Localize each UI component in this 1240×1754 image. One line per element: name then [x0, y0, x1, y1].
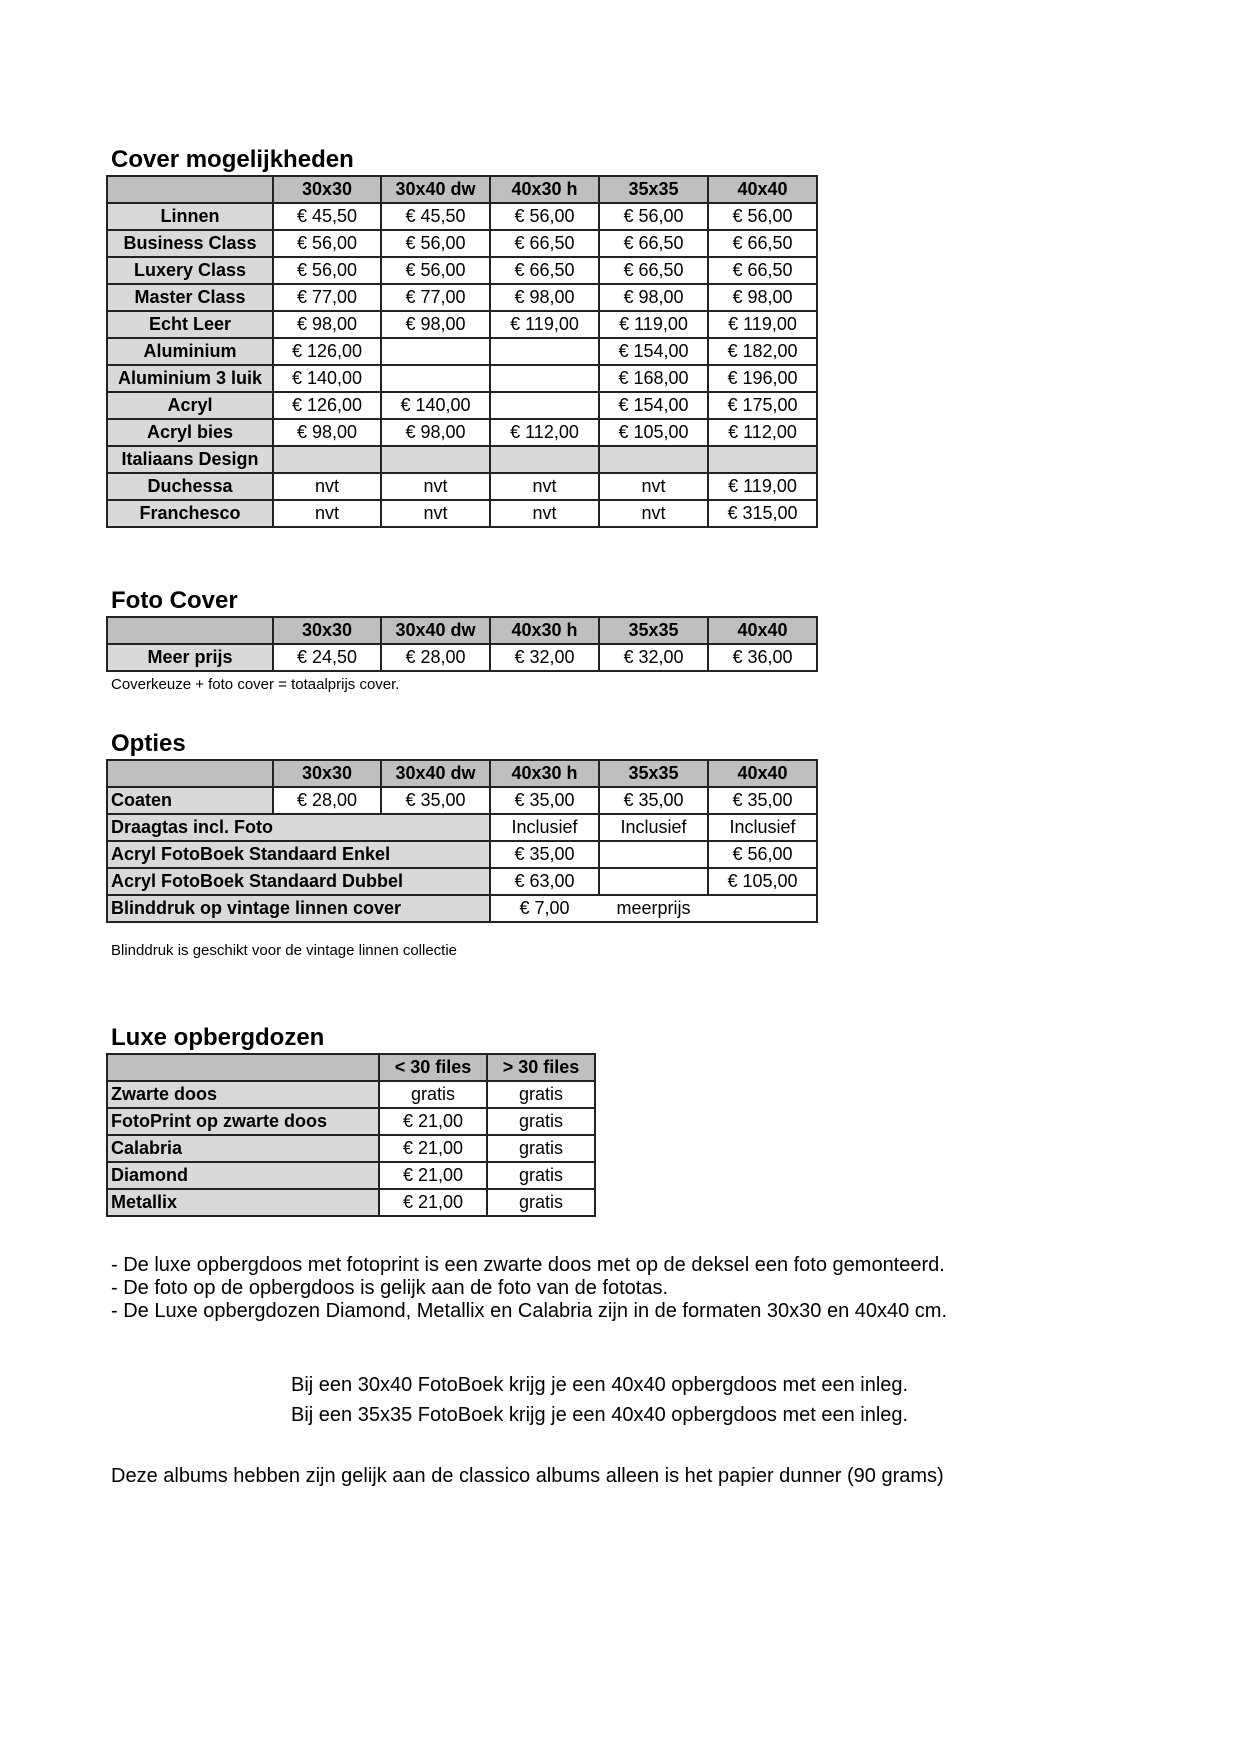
- row-label: Master Class: [107, 284, 273, 311]
- price-cell: nvt: [381, 473, 490, 500]
- table-row: [107, 1189, 595, 1216]
- price-cell: € 126,00: [273, 392, 381, 419]
- price-cell: € 56,00: [381, 257, 490, 284]
- foto-size-header: 40x40: [708, 617, 817, 644]
- price-cell: nvt: [599, 500, 708, 527]
- empty-cell: [381, 365, 490, 392]
- empty-cell: [490, 446, 599, 473]
- row-label: Coaten: [107, 787, 273, 814]
- price-cell: € 112,00: [708, 419, 817, 446]
- price-cell: € 98,00: [490, 284, 599, 311]
- cover-header-row: [107, 176, 817, 203]
- price-cell: gratis: [379, 1081, 487, 1108]
- price-cell: nvt: [273, 473, 381, 500]
- price-cell: € 119,00: [708, 311, 817, 338]
- row-label: Calabria: [107, 1135, 379, 1162]
- table-row: [107, 230, 817, 257]
- price-cell: nvt: [490, 473, 599, 500]
- cover-size-header: 40x40: [708, 176, 817, 203]
- row-label: Franchesco: [107, 500, 273, 527]
- empty-cell: [599, 868, 708, 895]
- price-cell: € 168,00: [599, 365, 708, 392]
- price-cell: € 98,00: [273, 311, 381, 338]
- foto-section-title: Foto Cover: [111, 587, 238, 614]
- table-row: [107, 1108, 595, 1135]
- opties-size-header: 30x30: [273, 760, 381, 787]
- table-row: [107, 419, 817, 446]
- price-cell: € 112,00: [490, 419, 599, 446]
- row-label: Diamond: [107, 1162, 379, 1189]
- price-cell: € 28,00: [381, 644, 490, 671]
- row-label: Metallix: [107, 1189, 379, 1216]
- price-cell: € 140,00: [381, 392, 490, 419]
- table-row: [107, 284, 817, 311]
- price-cell: € 56,00: [273, 257, 381, 284]
- price-cell: € 98,00: [273, 419, 381, 446]
- row-label: Blinddruk op vintage linnen cover: [107, 895, 490, 922]
- price-cell: € 21,00: [379, 1162, 487, 1189]
- price-cell: € 56,00: [599, 203, 708, 230]
- table-row: [107, 787, 817, 814]
- row-label: Duchessa: [107, 473, 273, 500]
- table-row: [107, 1135, 595, 1162]
- price-cell: € 36,00: [708, 644, 817, 671]
- price-cell: € 35,00: [490, 787, 599, 814]
- price-cell: € 77,00: [381, 284, 490, 311]
- row-label: Luxery Class: [107, 257, 273, 284]
- opties-size-header: 40x30 h: [490, 760, 599, 787]
- table-row: [107, 473, 817, 500]
- luxe-opbergdozen-table: [106, 1053, 596, 1217]
- price-cell: € 28,00: [273, 787, 381, 814]
- row-label: Acryl bies: [107, 419, 273, 446]
- price-cell: € 56,00: [381, 230, 490, 257]
- empty-cell: [381, 338, 490, 365]
- empty-cell: [599, 841, 708, 868]
- row-label: Zwarte doos: [107, 1081, 379, 1108]
- row-label: Acryl FotoBoek Standaard Dubbel: [107, 868, 490, 895]
- price-cell: € 45,50: [381, 203, 490, 230]
- closing-line: Deze albums hebben zijn gelijk aan de classico albums alleen is het papier dunner (90 grams): [111, 1465, 944, 1487]
- table-row: [107, 868, 817, 895]
- price-cell: € 66,50: [708, 257, 817, 284]
- empty-cell: [273, 446, 381, 473]
- empty-cell: [708, 895, 817, 922]
- price-cell: nvt: [490, 500, 599, 527]
- blinddruk-note: Blinddruk is geschikt voor de vintage linnen collectie: [111, 942, 458, 959]
- price-cell: € 7,00: [490, 895, 599, 922]
- row-label: Echt Leer: [107, 311, 273, 338]
- price-cell: € 56,00: [708, 203, 817, 230]
- price-cell: € 119,00: [490, 311, 599, 338]
- empty-cell: [490, 365, 599, 392]
- table-row: [107, 1162, 595, 1189]
- empty-cell: [708, 446, 817, 473]
- price-cell: € 126,00: [273, 338, 381, 365]
- price-cell: gratis: [487, 1108, 595, 1135]
- opties-size-header: 35x35: [599, 760, 708, 787]
- price-cell: € 196,00: [708, 365, 817, 392]
- info-line: - De luxe opbergdoos met fotoprint is een zwarte doos met op de deksel een foto gemonteerd.: [111, 1254, 945, 1276]
- price-cell: € 35,00: [708, 787, 817, 814]
- cover-size-header: 40x30 h: [490, 176, 599, 203]
- price-cell: Inclusief: [708, 814, 817, 841]
- empty-cell: [490, 392, 599, 419]
- row-label: Linnen: [107, 203, 273, 230]
- table-row: [107, 814, 817, 841]
- price-cell: € 154,00: [599, 392, 708, 419]
- price-cell: nvt: [273, 500, 381, 527]
- price-cell: € 119,00: [708, 473, 817, 500]
- table-row: [107, 338, 817, 365]
- opties-size-header: 40x40: [708, 760, 817, 787]
- table-row: [107, 644, 817, 671]
- foto-size-header: 30x40 dw: [381, 617, 490, 644]
- price-cell: € 154,00: [599, 338, 708, 365]
- empty-cell: [599, 446, 708, 473]
- price-cell: € 66,50: [599, 230, 708, 257]
- price-cell: € 24,50: [273, 644, 381, 671]
- row-label: Aluminium 3 luik: [107, 365, 273, 392]
- cover-size-header: 30x30: [273, 176, 381, 203]
- opties-table: [106, 759, 818, 923]
- table-row: [107, 1081, 595, 1108]
- luxe-header-corner: [107, 1054, 379, 1081]
- price-cell: € 77,00: [273, 284, 381, 311]
- empty-cell: [490, 338, 599, 365]
- row-label: Acryl FotoBoek Standaard Enkel: [107, 841, 490, 868]
- price-cell: gratis: [487, 1162, 595, 1189]
- row-label: Acryl: [107, 392, 273, 419]
- empty-cell: [381, 446, 490, 473]
- luxe-header-row: [107, 1054, 595, 1081]
- inleg-line: Bij een 30x40 FotoBoek krijg je een 40x40 opbergdoos met een inleg.: [291, 1374, 909, 1396]
- table-row: [107, 500, 817, 527]
- opties-header-row: [107, 760, 817, 787]
- opties-size-header: 30x40 dw: [381, 760, 490, 787]
- cover-section-title: Cover mogelijkheden: [111, 146, 354, 173]
- row-label: Aluminium: [107, 338, 273, 365]
- foto-size-header: 30x30: [273, 617, 381, 644]
- price-cell: € 35,00: [599, 787, 708, 814]
- price-cell: gratis: [487, 1189, 595, 1216]
- price-cell: € 98,00: [381, 419, 490, 446]
- table-row: [107, 895, 817, 922]
- opties-header-corner: [107, 760, 273, 787]
- opties-section-title: Opties: [111, 730, 186, 757]
- cover-price-table: [106, 175, 818, 528]
- price-cell: Inclusief: [599, 814, 708, 841]
- foto-size-header: 35x35: [599, 617, 708, 644]
- foto-cover-note: Coverkeuze + foto cover = totaalprijs cover.: [111, 676, 400, 693]
- foto-header-row: [107, 617, 817, 644]
- row-label: Meer prijs: [107, 644, 273, 671]
- cover-size-header: 30x40 dw: [381, 176, 490, 203]
- price-cell: € 56,00: [273, 230, 381, 257]
- price-cell: € 140,00: [273, 365, 381, 392]
- table-row: [107, 311, 817, 338]
- table-row: [107, 203, 817, 230]
- foto-header-corner: [107, 617, 273, 644]
- price-cell: € 32,00: [599, 644, 708, 671]
- price-cell: € 45,50: [273, 203, 381, 230]
- price-cell: € 32,00: [490, 644, 599, 671]
- price-cell: € 35,00: [381, 787, 490, 814]
- row-label: Italiaans Design: [107, 446, 273, 473]
- price-cell: € 119,00: [599, 311, 708, 338]
- price-cell: € 98,00: [708, 284, 817, 311]
- table-row: [107, 446, 817, 473]
- price-cell: € 98,00: [599, 284, 708, 311]
- row-label: FotoPrint op zwarte doos: [107, 1108, 379, 1135]
- cover-header-corner: [107, 176, 273, 203]
- luxe-col-header: > 30 files: [487, 1054, 595, 1081]
- price-cell: € 66,50: [708, 230, 817, 257]
- price-cell: € 66,50: [490, 230, 599, 257]
- info-line: - De Luxe opbergdozen Diamond, Metallix en Calabria zijn in de formaten 30x30 en 40x40 cm.: [111, 1300, 948, 1322]
- table-row: [107, 841, 817, 868]
- meerprijs-label: meerprijs: [599, 895, 708, 922]
- foto-cover-table: [106, 616, 818, 672]
- table-row: [107, 365, 817, 392]
- luxe-col-header: < 30 files: [379, 1054, 487, 1081]
- price-cell: € 63,00: [490, 868, 599, 895]
- table-row: [107, 257, 817, 284]
- row-label: Draagtas incl. Foto: [107, 814, 490, 841]
- price-cell: € 21,00: [379, 1189, 487, 1216]
- price-cell: € 56,00: [708, 841, 817, 868]
- price-cell: € 105,00: [599, 419, 708, 446]
- table-row: [107, 392, 817, 419]
- inleg-line: Bij een 35x35 FotoBoek krijg je een 40x40 opbergdoos met een inleg.: [291, 1404, 909, 1426]
- price-cell: € 56,00: [490, 203, 599, 230]
- price-cell: gratis: [487, 1081, 595, 1108]
- row-label: Business Class: [107, 230, 273, 257]
- price-cell: € 21,00: [379, 1135, 487, 1162]
- price-cell: nvt: [381, 500, 490, 527]
- info-line: - De foto op de opbergdoos is gelijk aan de foto van de fototas.: [111, 1277, 669, 1299]
- price-cell: € 315,00: [708, 500, 817, 527]
- price-cell: gratis: [487, 1135, 595, 1162]
- price-cell: € 175,00: [708, 392, 817, 419]
- price-cell: € 98,00: [381, 311, 490, 338]
- price-cell: nvt: [599, 473, 708, 500]
- price-cell: € 182,00: [708, 338, 817, 365]
- cover-size-header: 35x35: [599, 176, 708, 203]
- price-cell: € 21,00: [379, 1108, 487, 1135]
- luxe-section-title: Luxe opbergdozen: [111, 1024, 325, 1051]
- price-cell: Inclusief: [490, 814, 599, 841]
- price-cell: € 35,00: [490, 841, 599, 868]
- price-cell: € 66,50: [599, 257, 708, 284]
- price-cell: € 66,50: [490, 257, 599, 284]
- price-cell: € 105,00: [708, 868, 817, 895]
- foto-size-header: 40x30 h: [490, 617, 599, 644]
